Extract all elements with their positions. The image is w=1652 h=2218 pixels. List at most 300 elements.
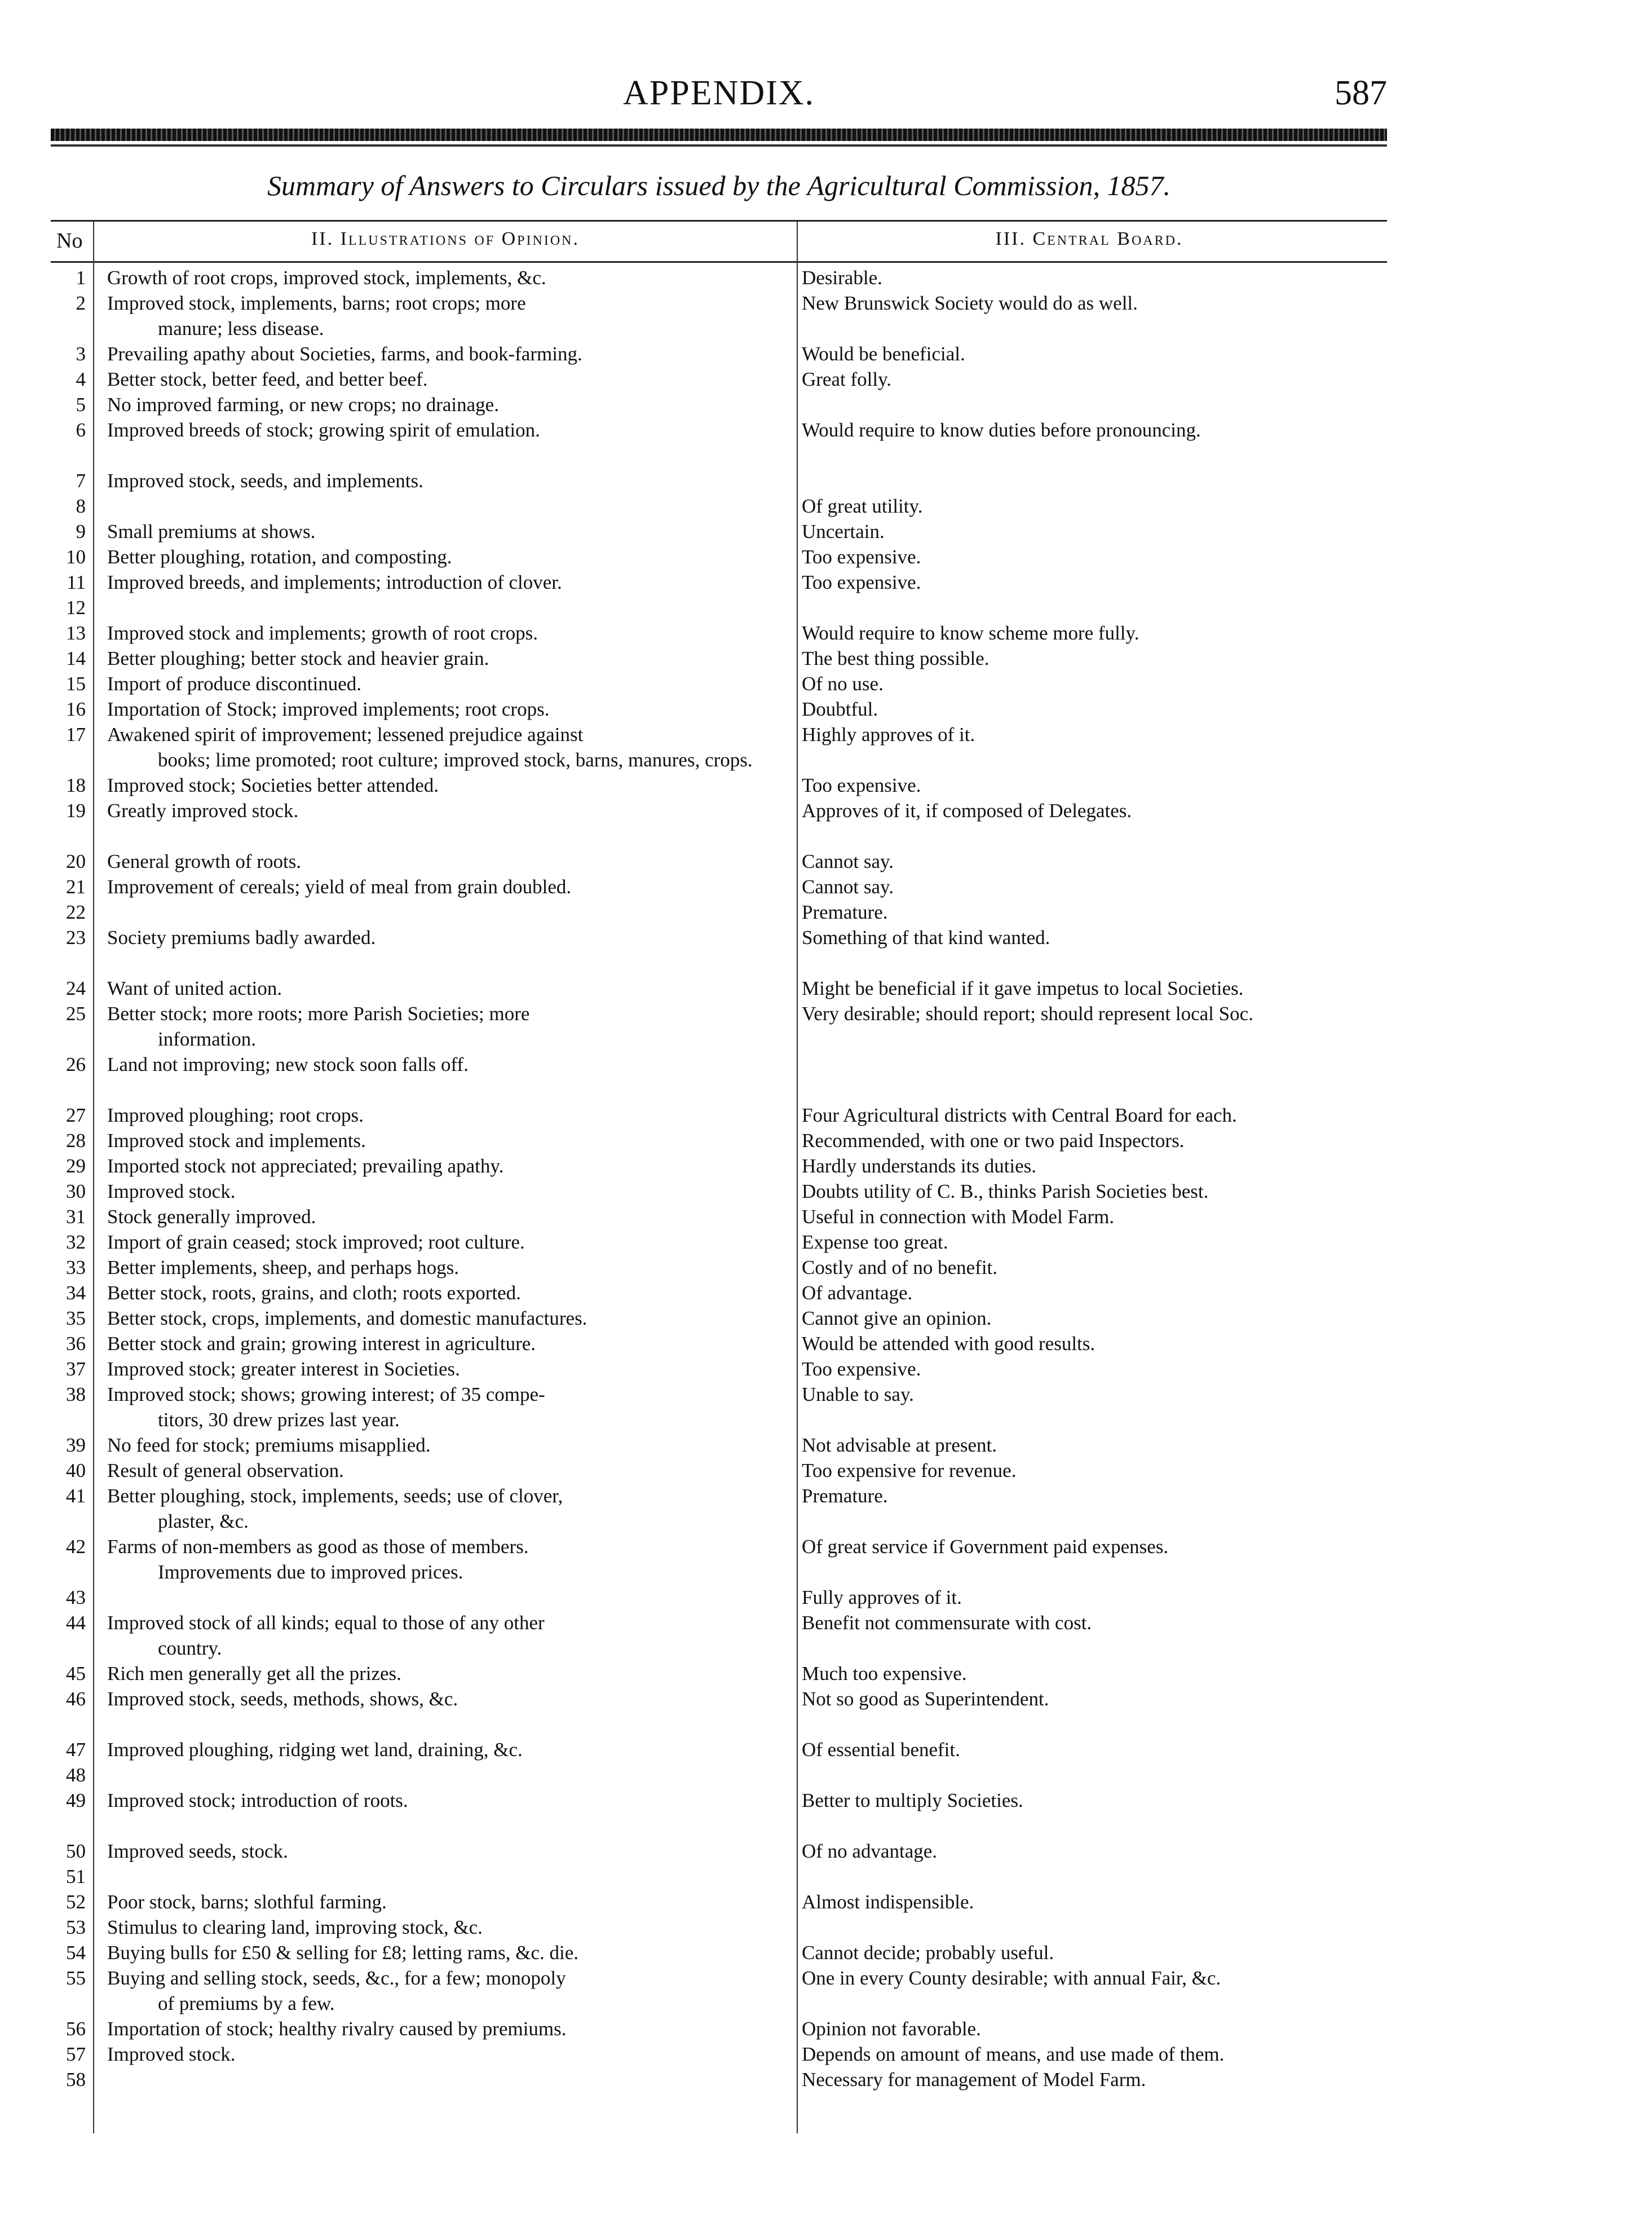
opinion-text: Land not improving; new stock soon falls off.: [107, 1053, 469, 1075]
row-number: 6: [76, 419, 86, 441]
opinion-text: Import of grain ceased; stock improved; root culture.: [107, 1231, 525, 1253]
opinion-cell: [107, 544, 795, 570]
table-row: [51, 341, 1387, 367]
table-row: [51, 1001, 1387, 1052]
table-row: [51, 1940, 1387, 1965]
opinion-text: Small premiums at shows.: [107, 521, 316, 543]
board-cell: Cannot decide; probably useful.: [802, 1942, 1054, 1964]
opinion-cell: [107, 899, 795, 925]
opinion-cell: [107, 976, 795, 1001]
table-row: [51, 849, 1387, 874]
table-row: [51, 1661, 1387, 1686]
opinion-cell: [107, 646, 795, 671]
opinion-cell: [107, 1534, 795, 1585]
opinion-text: Importation of Stock; improved implements; root crops.: [107, 698, 550, 720]
row-number: 16: [66, 698, 86, 720]
row-number: 5: [76, 394, 86, 416]
opinion-cell: [107, 341, 795, 367]
table-row: [51, 1838, 1387, 1864]
row-number: 15: [66, 673, 86, 695]
table-title: Summary of Answers to Circulars issued by the Agricultural Commission, 1857.: [267, 170, 1170, 201]
table-row: [51, 773, 1387, 798]
opinion-text: Import of produce discontinued.: [107, 673, 362, 695]
row-number: 29: [66, 1155, 86, 1177]
opinion-text: Improvement of cereals; yield of meal from grain doubled.: [107, 876, 572, 898]
opinion-text: Stock generally improved.: [107, 1206, 316, 1228]
table-row: [51, 1737, 1387, 1762]
opinion-cell: [107, 1940, 795, 1965]
opinion-text: Better stock, better feed, and better beef.: [107, 368, 428, 390]
board-cell: Approves of it, if composed of Delegates.: [802, 800, 1132, 822]
table-row: [51, 722, 1387, 773]
table-row: [51, 1889, 1387, 1915]
opinion-cell: [107, 290, 795, 341]
row-number: 4: [76, 368, 86, 390]
board-cell: Expense too great.: [802, 1231, 948, 1253]
board-cell: Would require to know duties before pronouncing.: [802, 419, 1201, 441]
board-cell: Opinion not favorable.: [802, 2018, 981, 2040]
table-row: [51, 899, 1387, 925]
table-row: [51, 1864, 1387, 1889]
opinion-text: [107, 1762, 795, 1788]
table-row: [51, 290, 1387, 341]
opinion-cell: [107, 1838, 795, 1864]
opinion-text: Improved stock, seeds, methods, shows, &c.: [107, 1688, 458, 1710]
opinion-cell: [107, 1382, 795, 1432]
row-number: 32: [66, 1231, 86, 1253]
board-cell: Doubtful.: [802, 698, 878, 720]
opinion-cell: [107, 1356, 795, 1382]
row-number: 12: [66, 597, 86, 619]
opinion-cell: [107, 1762, 795, 1788]
board-cell: Highly approves of it.: [802, 724, 975, 746]
table-row: [51, 1255, 1387, 1280]
table-row: [51, 1356, 1387, 1382]
opinion-text: Imported stock not appreciated; prevailing apathy.: [107, 1155, 504, 1177]
board-cell: Of no advantage.: [802, 1840, 938, 1862]
row-number: 38: [66, 1383, 86, 1405]
table-row: [51, 1432, 1387, 1458]
opinion-cell: [107, 1128, 795, 1153]
opinion-cell: [107, 1103, 795, 1128]
opinion-text: Improved breeds, and implements; introduction of clover.: [107, 571, 562, 593]
opinion-cell: [107, 1229, 795, 1255]
opinion-cell: [107, 1204, 795, 1229]
opinion-cell: [107, 1788, 795, 1813]
opinion-cell: [107, 367, 795, 392]
row-number: 49: [66, 1789, 86, 1811]
opinion-text: [107, 899, 795, 925]
opinion-text: Better stock, roots, grains, and cloth; roots exported.: [107, 1282, 521, 1304]
row-number: 14: [66, 647, 86, 669]
page-header: [51, 73, 1387, 118]
opinion-cell: [107, 1179, 795, 1204]
board-cell: Four Agricultural districts with Central Board for each.: [802, 1104, 1237, 1126]
board-cell: Premature.: [802, 1485, 888, 1507]
table-row: [51, 2016, 1387, 2041]
board-cell: New Brunswick Society would do as well.: [802, 292, 1138, 314]
opinion-text: Improved stock; introduction of roots.: [107, 1789, 408, 1811]
opinion-text: Improved stock of all kinds; equal to those of any other: [107, 1612, 545, 1634]
board-cell: Too expensive.: [802, 546, 921, 568]
opinion-cell: [107, 1458, 795, 1483]
opinion-text: Improved stock; Societies better attended.: [107, 774, 439, 796]
opinion-cell: [107, 1432, 795, 1458]
opinion-text: Better ploughing, stock, implements, seeds; use of clover,: [107, 1485, 563, 1507]
row-number: 30: [66, 1180, 86, 1202]
opinion-text: Improved stock; greater interest in Societies.: [107, 1358, 460, 1380]
row-number: 50: [66, 1840, 86, 1862]
row-number: 55: [66, 1967, 86, 1989]
opinion-cell: [107, 2041, 795, 2067]
board-cell: Would require to know scheme more fully.: [802, 622, 1139, 644]
table-row: [51, 1179, 1387, 1204]
row-number: 52: [66, 1891, 86, 1913]
table-row: [51, 798, 1387, 823]
row-number: 56: [66, 2018, 86, 2040]
table-row: [51, 646, 1387, 671]
opinion-cell: [107, 417, 795, 443]
row-number: 22: [66, 901, 86, 923]
row-number: 43: [66, 1586, 86, 1608]
board-cell: Much too expensive.: [802, 1663, 967, 1685]
row-number: 19: [66, 800, 86, 822]
table-row: [51, 1610, 1387, 1661]
table-row: [51, 392, 1387, 417]
row-spacer: [51, 1077, 1387, 1103]
board-cell: Something of that kind wanted.: [802, 927, 1050, 949]
opinion-text: [107, 1864, 795, 1889]
opinion-cell: [107, 1052, 795, 1077]
table-row: [51, 1153, 1387, 1179]
board-cell: Too expensive.: [802, 1358, 921, 1380]
opinion-text: General growth of roots.: [107, 850, 302, 872]
opinion-text: Better stock; more roots; more Parish Societies; more: [107, 1003, 530, 1025]
opinion-text: Result of general observation.: [107, 1459, 344, 1481]
opinion-cell: [107, 2067, 795, 2092]
board-cell: Too expensive for revenue.: [802, 1459, 1017, 1481]
table-row: [51, 1965, 1387, 2016]
board-cell: Of great utility.: [802, 495, 923, 517]
table-row: [51, 1788, 1387, 1813]
row-number: 11: [67, 571, 86, 593]
page-title: APPENDIX.: [622, 74, 815, 112]
row-number: 24: [66, 977, 86, 999]
opinion-cell: [107, 570, 795, 595]
board-cell: The best thing possible.: [802, 647, 990, 669]
opinion-cell: [107, 1280, 795, 1306]
opinion-text-continued: plaster, &c.: [158, 1510, 249, 1532]
opinion-cell: [107, 2016, 795, 2041]
opinion-text: Society premiums badly awarded.: [107, 927, 376, 949]
row-number: 3: [76, 343, 86, 365]
board-cell: Of advantage.: [802, 1282, 913, 1304]
board-cell: Might be beneficial if it gave impetus to local Societies.: [802, 977, 1244, 999]
row-number: 41: [66, 1485, 86, 1507]
table-row: [51, 1483, 1387, 1534]
board-cell: Premature.: [802, 901, 888, 923]
board-cell: Benefit not commensurate with cost.: [802, 1612, 1092, 1634]
opinion-cell: [107, 1610, 795, 1661]
row-number: 28: [66, 1130, 86, 1152]
table-row: [51, 1103, 1387, 1128]
opinion-text: Rich men generally get all the prizes.: [107, 1663, 401, 1685]
board-cell: One in every County desirable; with annual Fair, &c.: [802, 1967, 1221, 1989]
table-row: [51, 544, 1387, 570]
opinion-text: Growth of root crops, improved stock, implements, &c.: [107, 267, 546, 289]
table-row: [51, 265, 1387, 290]
row-number: 9: [76, 521, 86, 543]
row-number: 37: [66, 1358, 86, 1380]
page-number: 587: [1335, 74, 1387, 112]
board-cell: Better to multiply Societies.: [802, 1789, 1023, 1811]
row-number: 54: [66, 1942, 86, 1964]
opinion-text: Improved stock and implements.: [107, 1130, 366, 1152]
table-row: [51, 1052, 1387, 1077]
opinion-cell: [107, 1686, 795, 1712]
opinion-cell: [107, 1255, 795, 1280]
board-cell: Would be attended with good results.: [802, 1333, 1096, 1355]
row-number: 58: [66, 2069, 86, 2091]
opinion-cell: [107, 671, 795, 696]
opinion-text: Improved breeds of stock; growing spirit of emulation.: [107, 419, 540, 441]
opinion-text: Improved ploughing; root crops.: [107, 1104, 364, 1126]
opinion-text-continued: country.: [158, 1637, 222, 1659]
row-number: 51: [66, 1866, 86, 1888]
opinion-text: Prevailing apathy about Societies, farms, and book-farming.: [107, 343, 582, 365]
opinion-cell: [107, 1864, 795, 1889]
opinion-text: Better ploughing, rotation, and composting.: [107, 546, 452, 568]
board-cell: Cannot give an opinion.: [802, 1307, 992, 1329]
table-row: [51, 671, 1387, 696]
table-row: [51, 1306, 1387, 1331]
board-cell: Unable to say.: [802, 1383, 914, 1405]
row-number: 42: [66, 1536, 86, 1558]
board-cell: Depends on amount of means, and use made of them.: [802, 2043, 1225, 2065]
row-spacer: [51, 1712, 1387, 1737]
opinion-text: Greatly improved stock.: [107, 800, 299, 822]
board-cell: Too expensive.: [802, 774, 921, 796]
row-number: 40: [66, 1459, 86, 1481]
opinion-cell: [107, 1965, 795, 2016]
table-row: [51, 1280, 1387, 1306]
opinion-text: [107, 493, 795, 519]
table-row: [51, 620, 1387, 646]
table-row: [51, 417, 1387, 443]
opinion-cell: [107, 925, 795, 950]
opinion-text: Better stock and grain; growing interest in agriculture.: [107, 1333, 536, 1355]
row-number: 23: [66, 927, 86, 949]
row-number: 2: [76, 292, 86, 314]
board-cell: Costly and of no benefit.: [802, 1256, 998, 1278]
opinion-cell: [107, 1331, 795, 1356]
opinion-text: Importation of stock; healthy rivalry caused by premiums.: [107, 2018, 567, 2040]
board-cell: Uncertain.: [802, 521, 885, 543]
table-row: [51, 696, 1387, 722]
table-row: [51, 976, 1387, 1001]
opinion-text-continued: information.: [158, 1028, 256, 1050]
board-cell: Almost indispensible.: [802, 1891, 974, 1913]
table-row: [51, 1331, 1387, 1356]
table-row: [51, 595, 1387, 620]
row-number: 31: [66, 1206, 86, 1228]
row-number: 35: [66, 1307, 86, 1329]
board-cell: Too expensive.: [802, 571, 921, 593]
row-number: 46: [66, 1688, 86, 1710]
table-row: [51, 1686, 1387, 1712]
row-number: 13: [66, 622, 86, 644]
table-row: [51, 1382, 1387, 1432]
opinion-text: Improved stock.: [107, 1180, 236, 1202]
board-cell: Cannot say.: [802, 876, 894, 898]
opinion-cell: [107, 849, 795, 874]
opinion-text: Improved stock; shows; growing interest; of 35 compe-: [107, 1383, 545, 1405]
row-number: 17: [66, 724, 86, 746]
opinion-text: Awakened spirit of improvement; lessened prejudice against: [107, 724, 584, 746]
opinion-text: Improved stock, implements, barns; root crops; more: [107, 292, 526, 314]
row-number: 8: [76, 495, 86, 517]
opinion-cell: [107, 392, 795, 417]
board-cell: Would be beneficial.: [802, 343, 965, 365]
opinion-text: Buying and selling stock, seeds, &c., for a few; monopoly: [107, 1967, 566, 1989]
opinion-text: Improved stock and implements; growth of root crops.: [107, 622, 538, 644]
board-cell: Necessary for management of Model Farm.: [802, 2069, 1146, 2091]
row-spacer: [51, 950, 1387, 976]
opinion-text: Buying bulls for £50 & selling for £8; letting rams, &c. die.: [107, 1942, 579, 1964]
opinion-text: [107, 2067, 795, 2092]
board-cell: Very desirable; should report; should represent local Soc.: [802, 1003, 1253, 1025]
board-cell: Recommended, with one or two paid Inspectors.: [802, 1130, 1185, 1152]
row-number: 1: [76, 267, 86, 289]
opinion-text: Improved seeds, stock.: [107, 1840, 288, 1862]
row-number: 25: [66, 1003, 86, 1025]
table-row: [51, 367, 1387, 392]
opinion-text: Want of united action.: [107, 977, 282, 999]
row-number: 26: [66, 1053, 86, 1075]
row-number: 44: [66, 1612, 86, 1634]
table-row: [51, 925, 1387, 950]
header-rule: [51, 129, 1387, 141]
row-spacer: [51, 443, 1387, 468]
opinion-cell: [107, 1915, 795, 1940]
table-row: [51, 874, 1387, 899]
table-row: [51, 1458, 1387, 1483]
board-cell: Useful in connection with Model Farm.: [802, 1206, 1115, 1228]
table-row: [51, 493, 1387, 519]
row-number: 36: [66, 1333, 86, 1355]
table-row: [51, 1915, 1387, 1940]
opinion-text: Improved stock.: [107, 2043, 236, 2065]
opinion-cell: [107, 1306, 795, 1331]
row-number: 10: [66, 546, 86, 568]
board-cell: Not advisable at present.: [802, 1434, 997, 1456]
column-header-board: III. Central Board.: [995, 228, 1183, 249]
opinion-text: Poor stock, barns; slothful farming.: [107, 1891, 387, 1913]
opinion-cell: [107, 798, 795, 823]
opinion-cell: [107, 722, 795, 773]
opinion-cell: [107, 696, 795, 722]
opinion-cell: [107, 1889, 795, 1915]
row-number: 47: [66, 1739, 86, 1761]
board-cell: Great folly.: [802, 368, 892, 390]
opinion-text: Improved stock, seeds, and implements.: [107, 470, 423, 492]
opinion-text-continued: books; lime promoted; root culture; improved stock, barns, manures, crops.: [158, 749, 753, 771]
opinion-cell: [107, 468, 795, 493]
board-cell: Of great service if Government paid expenses.: [802, 1536, 1169, 1558]
row-number: 39: [66, 1434, 86, 1456]
opinion-text: Improved ploughing, ridging wet land, draining, &c.: [107, 1739, 523, 1761]
opinion-text-continued: Improvements due to improved prices.: [158, 1561, 463, 1583]
row-number: 34: [66, 1282, 86, 1304]
opinion-text: Farms of non-members as good as those of members.: [107, 1536, 529, 1558]
opinion-cell: [107, 1661, 795, 1686]
opinion-text: Better implements, sheep, and perhaps hogs.: [107, 1256, 460, 1278]
opinion-text: Stimulus to clearing land, improving stock, &c.: [107, 1916, 483, 1938]
board-cell: Doubts utility of C. B., thinks Parish Societies best.: [802, 1180, 1209, 1202]
row-number: 27: [66, 1104, 86, 1126]
opinion-cell: [107, 1001, 795, 1052]
opinion-cell: [107, 1737, 795, 1762]
opinion-cell: [107, 519, 795, 544]
opinion-cell: [107, 874, 795, 899]
board-cell: Cannot say.: [802, 850, 894, 872]
board-cell: Not so good as Superintendent.: [802, 1688, 1049, 1710]
board-cell: Of no use.: [802, 673, 884, 695]
row-spacer: [51, 1813, 1387, 1838]
row-number: 57: [66, 2043, 86, 2065]
row-number: 45: [66, 1663, 86, 1685]
table-row: [51, 1762, 1387, 1788]
row-number: 7: [76, 470, 86, 492]
opinion-text-continued: titors, 30 drew prizes last year.: [158, 1409, 400, 1431]
board-cell: Hardly understands its duties.: [802, 1155, 1037, 1177]
table-row: [51, 468, 1387, 493]
opinion-cell: [107, 493, 795, 519]
opinion-text: [107, 1585, 795, 1610]
table-row: [51, 570, 1387, 595]
opinion-text: Better ploughing; better stock and heavier grain.: [107, 647, 489, 669]
board-cell: Of essential benefit.: [802, 1739, 960, 1761]
opinion-cell: [107, 1483, 795, 1534]
table-row: [51, 1534, 1387, 1585]
column-header-opinion: II. Illustrations of Opinion.: [311, 228, 580, 249]
opinion-cell: [107, 595, 795, 620]
table-header: [51, 220, 1387, 263]
table-row: [51, 1204, 1387, 1229]
board-cell: Desirable.: [802, 267, 882, 289]
opinion-text: [107, 595, 795, 620]
opinion-text-continued: of premiums by a few.: [158, 1992, 335, 2014]
header-rule-thin: [51, 144, 1387, 147]
column-header-no: No: [56, 229, 83, 253]
table-row: [51, 519, 1387, 544]
row-number: 48: [66, 1764, 86, 1786]
opinion-text: No feed for stock; premiums misapplied.: [107, 1434, 431, 1456]
table-row: [51, 2067, 1387, 2092]
opinion-cell: [107, 1153, 795, 1179]
board-cell: Fully approves of it.: [802, 1586, 962, 1608]
table-row: [51, 2041, 1387, 2067]
table-row: [51, 1585, 1387, 1610]
opinion-cell: [107, 265, 795, 290]
row-number: 53: [66, 1916, 86, 1938]
row-number: 21: [66, 876, 86, 898]
opinion-text: Better stock, crops, implements, and domestic manufactures.: [107, 1307, 588, 1329]
row-spacer: [51, 823, 1387, 849]
row-number: 20: [66, 850, 86, 872]
row-number: 33: [66, 1256, 86, 1278]
opinion-cell: [107, 620, 795, 646]
